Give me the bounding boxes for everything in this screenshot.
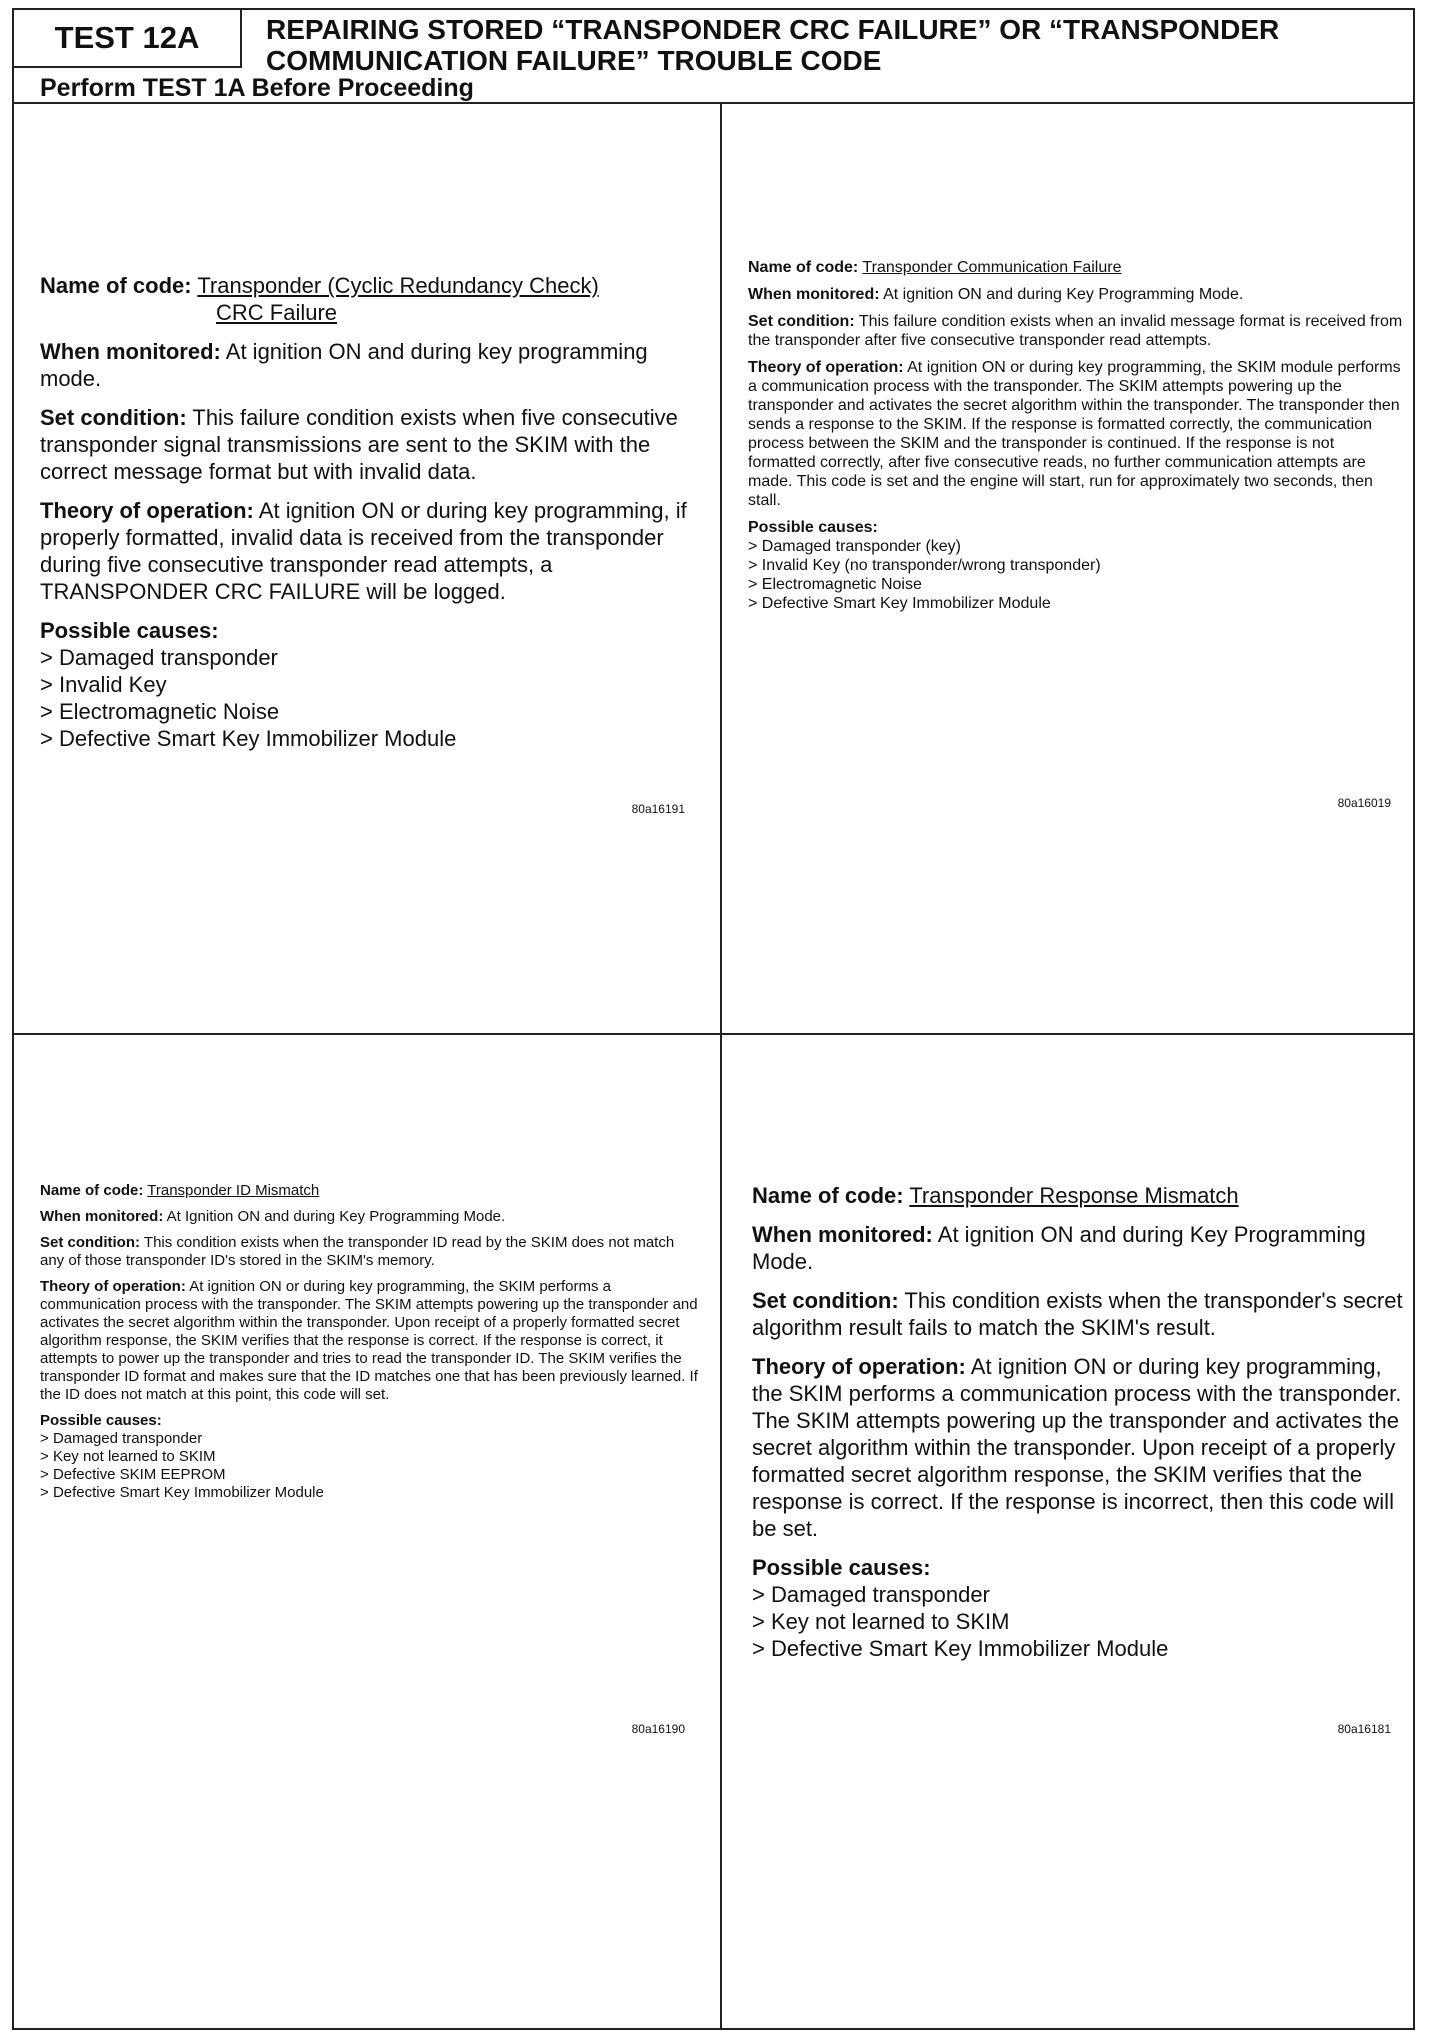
list-item: > Defective Smart Key Immobilizer Module: [748, 594, 1404, 613]
theory-value: At ignition ON or during key programming, the SKIM performs a communication process with the transponder. The SKIM attempts powering up the transponder and activates the secret algorithm within the transponder. Upon receipt of a properly formatted secret algorithm response, the SKIM verifies that the response is correct. If the response is incorrect, then this code will be set.: [752, 1354, 1402, 1541]
list-item: > Defective SKIM EEPROM: [40, 1466, 700, 1484]
column-divider: [720, 102, 722, 2030]
code-name-value: Transponder Response Mismatch: [909, 1183, 1239, 1208]
when-value: At ignition ON and during key programming mode.: [40, 339, 648, 391]
row-divider: [14, 1033, 1413, 1035]
code-name-row: [40, 1182, 700, 1200]
page-frame: [12, 8, 1415, 2030]
when-label: When monitored:: [752, 1222, 933, 1247]
list-item: > Defective Smart Key Immobilizer Module: [40, 1484, 700, 1502]
set-condition: [40, 404, 700, 485]
code-name-row: [748, 258, 1404, 277]
code-name-label: Name of code:: [40, 273, 192, 298]
list-item: > Key not learned to SKIM: [40, 1448, 700, 1466]
when-value: At ignition ON and during Key Programming Mode.: [883, 286, 1244, 303]
list-item: > Damaged transponder: [752, 1581, 1412, 1608]
figure-id: 80a16019: [1337, 796, 1391, 810]
figure-id: 80a16191: [631, 802, 685, 816]
set-condition: [748, 312, 1404, 350]
code-name-label: Name of code:: [752, 1183, 904, 1208]
when-monitored: [40, 1208, 700, 1226]
list-item: > Invalid Key: [40, 671, 700, 698]
list-item: > Invalid Key (no transponder/wrong transponder): [748, 556, 1404, 575]
list-item: > Damaged transponder: [40, 1430, 700, 1448]
list-item: > Defective Smart Key Immobilizer Module: [752, 1635, 1412, 1662]
list-item: > Damaged transponder: [40, 644, 700, 671]
set-label: Set condition:: [752, 1288, 899, 1313]
page-subtitle: Perform TEST 1A Before Proceeding: [40, 74, 474, 102]
code-name-label: Name of code:: [748, 259, 859, 276]
theory-value: At ignition ON or during key programming, the SKIM module performs a communication process with the transponder. The SKIM attempts powering up the transponder and activates the secret algorithm within the transponder. The transponder then sends a response to the SKIM. If the response is formatted correctly, the communication process between the SKIM and the transponder is continued. If the response is not formatted correctly, after five consecutive reads, no further communication attempts are made. This code is set and the engine will start, run for approximately two seconds, then stall.: [748, 359, 1401, 509]
panel-response-mismatch: [752, 1182, 1412, 1662]
header: [14, 10, 1413, 104]
causes-heading: Possible causes:: [748, 519, 878, 536]
list-item: > Key not learned to SKIM: [752, 1608, 1412, 1635]
code-name-label: Name of code:: [40, 1182, 144, 1199]
causes-list: [40, 644, 700, 752]
panel-id-mismatch: [40, 1182, 700, 1502]
causes-list: [752, 1581, 1412, 1662]
list-item: > Defective Smart Key Immobilizer Module: [40, 725, 700, 752]
set-label: Set condition:: [748, 313, 855, 330]
when-label: When monitored:: [40, 1208, 164, 1225]
panel-crc-failure: [40, 272, 700, 752]
set-condition: [40, 1234, 700, 1270]
set-condition: [752, 1287, 1412, 1341]
set-value: This condition exists when the transponder ID read by the SKIM does not match any of those transponder ID's stored in the SKIM's memory.: [40, 1234, 675, 1269]
when-value: At Ignition ON and during Key Programming Mode.: [166, 1208, 506, 1225]
code-name-value: Transponder Communication Failure: [862, 259, 1122, 276]
page-title: REPAIRING STORED “TRANSPONDER CRC FAILURE” OR “TRANSPONDER COMMUNICATION FAILURE” TROUBLE CODE: [266, 14, 1280, 76]
theory-label: Theory of operation:: [748, 359, 904, 376]
theory-of-operation: [40, 497, 700, 605]
theory-of-operation: [752, 1353, 1412, 1542]
test-label: TEST 12A: [14, 10, 242, 68]
when-monitored: [40, 338, 700, 392]
set-value: This failure condition exists when an invalid message format is received from the transponder after five consecutive transponder read attempts.: [748, 313, 1403, 349]
set-label: Set condition:: [40, 405, 187, 430]
code-name-row: [752, 1182, 1412, 1209]
list-item: > Damaged transponder (key): [748, 537, 1404, 556]
when-monitored: [748, 285, 1404, 304]
when-label: When monitored:: [40, 339, 221, 364]
theory-of-operation: [748, 358, 1404, 510]
theory-value: At ignition ON or during key programming, the SKIM performs a communication process with the transponder. The SKIM attempts powering up the transponder and activates the secret algorithm within the transponder. Upon receipt of a properly formatted secret algorithm response, the SKIM verifies that the response is correct. If the response is correct, it attempts to power up the transponder and tries to read the transponder ID. The SKIM verifies the transponder ID format and makes sure that the ID matches one that has been previously learned. If the ID does not match at this point, this code will set.: [40, 1278, 698, 1403]
set-value: This failure condition exists when five consecutive transponder signal transmissions are sent to the SKIM with the correct message format but with invalid data.: [40, 405, 678, 484]
theory-label: Theory of operation:: [40, 1278, 186, 1295]
set-value: This condition exists when the transponder's secret algorithm result fails to match the SKIM's result.: [752, 1288, 1403, 1340]
code-name-value: Transponder ID Mismatch: [147, 1182, 320, 1199]
when-monitored: [752, 1221, 1412, 1275]
causes-heading: Possible causes:: [40, 1412, 162, 1429]
when-label: When monitored:: [748, 286, 880, 303]
when-value: At ignition ON and during Key Programming Mode.: [752, 1222, 1366, 1274]
theory-label: Theory of operation:: [752, 1354, 966, 1379]
causes-heading: Possible causes:: [40, 618, 219, 643]
code-name-value: Transponder (Cyclic Redundancy Check): [197, 273, 599, 298]
causes-heading: Possible causes:: [752, 1555, 931, 1580]
code-name-value-line2: CRC Failure: [216, 300, 338, 325]
list-item: > Electromagnetic Noise: [40, 698, 700, 725]
list-item: > Electromagnetic Noise: [748, 575, 1404, 594]
causes-list: [748, 537, 1404, 613]
panel-communication-failure: [748, 258, 1404, 613]
theory-of-operation: [40, 1278, 700, 1404]
theory-value: At ignition ON or during key programming, if properly formatted, invalid data is received from the transponder during five consecutive transponder read attempts, a TRANSPONDER CRC FAILURE will be logged.: [40, 498, 687, 604]
code-name-row: [40, 272, 700, 326]
figure-id: 80a16190: [631, 1722, 685, 1736]
theory-label: Theory of operation:: [40, 498, 254, 523]
set-label: Set condition:: [40, 1234, 140, 1251]
causes-list: [40, 1430, 700, 1502]
figure-id: 80a16181: [1337, 1722, 1391, 1736]
